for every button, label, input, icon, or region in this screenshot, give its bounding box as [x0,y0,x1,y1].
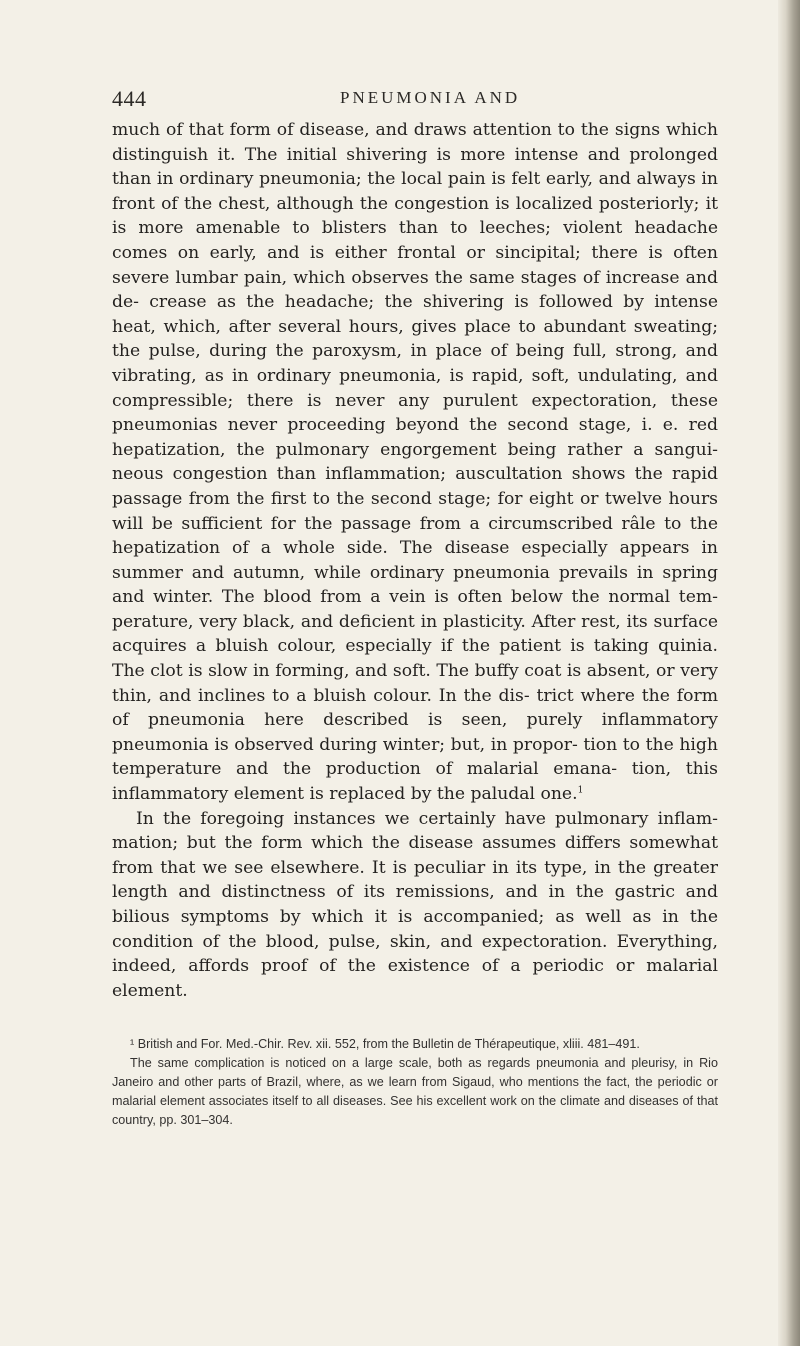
page-number: 444 [112,86,147,111]
paragraph: In the foregoing instances we certainly have pulmonary inflam- mation; but the form which the disease assumes differs somewhat from that we see elsewhere. It is peculiar in its type, in the greater length and distinctness of its remissions, and in the gastric and bilious symptoms by which it is accompanied; as well as in the condition of the blood, pulse, skin, and expectoration. Everything, indeed, affords proof of the existence of a periodic or malarial element. [112,808,718,1001]
paragraph-text: much of that form of disease, and draws attention to the signs which distinguish it. The initial shivering is more intense and prolonged than in ordinary pneumonia; the local pain is felt early, and always in front of the chest, although the congestion is localized posteriorly; it is more amenable to blisters than to leeches; violent headache comes on early, and is either frontal or sincipital; there is often severe lumbar pain, which observes the same stages of increase and de- crease as the headache; the shivering is followed by intense heat, which, after several hours, gives place to abundant sweating; the pulse, during the paroxysm, in place of being full, strong, and vibrating, as in ordinary pneumonia, is rapid, soft, undulating, and compressible; there is never any purulent expectoration, these pneumonias never proceeding beyond the second stage, i. e. red hepatization, the pulmonary engorgement being rather a sangui- neous congestion than inflammation; auscultation shows the rapid passage from the first to the second stage; for eight or twelve hours will be sufficient for the passage from a circumscribed râle to the hepatization of a whole side. The disease especially appears in summer and autumn, while ordinary pneumonia prevails in spring and winter. The blood from a vein is often below the normal tem- perature, very black, and deficient in plasticity. After rest, its surface acquires a bluish colour, especially if the patient is taking quinia. The clot is slow in forming, and soft. The buffy coat is absent, or very thin, and inclines to a bluish colour. In the dis- trict where the form of pneumonia here described is seen, purely inflammatory pneumonia is observed during winter; but, in propor- tion to the high temperature and the production of malarial emana- tion, this inflammatory element is replaced by the paludal one. [112,120,718,805]
page-edge-shadow [778,0,800,1346]
footnote-marker: 1 [577,785,584,796]
running-head: PNEUMONIA AND [340,88,521,107]
paragraph [112,118,718,807]
footnotes [112,1035,718,1130]
footnote: The same complication is noticed on a large scale, both as regards pneumonia and pleurisy, in Rio Janeiro and other parts of Brazil, where, as we learn from Sigaud, who mentions the fact, the periodic or malarial element associates itself to all diseases. See his excellent work on the climate and diseases of that country, pp. 301–304. [112,1056,718,1127]
page-header [112,86,718,116]
body-text [112,118,718,1003]
footnote: ¹ British and For. Med.-Chir. Rev. xii. 552, from the Bulletin de Thérapeutique, xliii. 481–491. [130,1037,640,1051]
